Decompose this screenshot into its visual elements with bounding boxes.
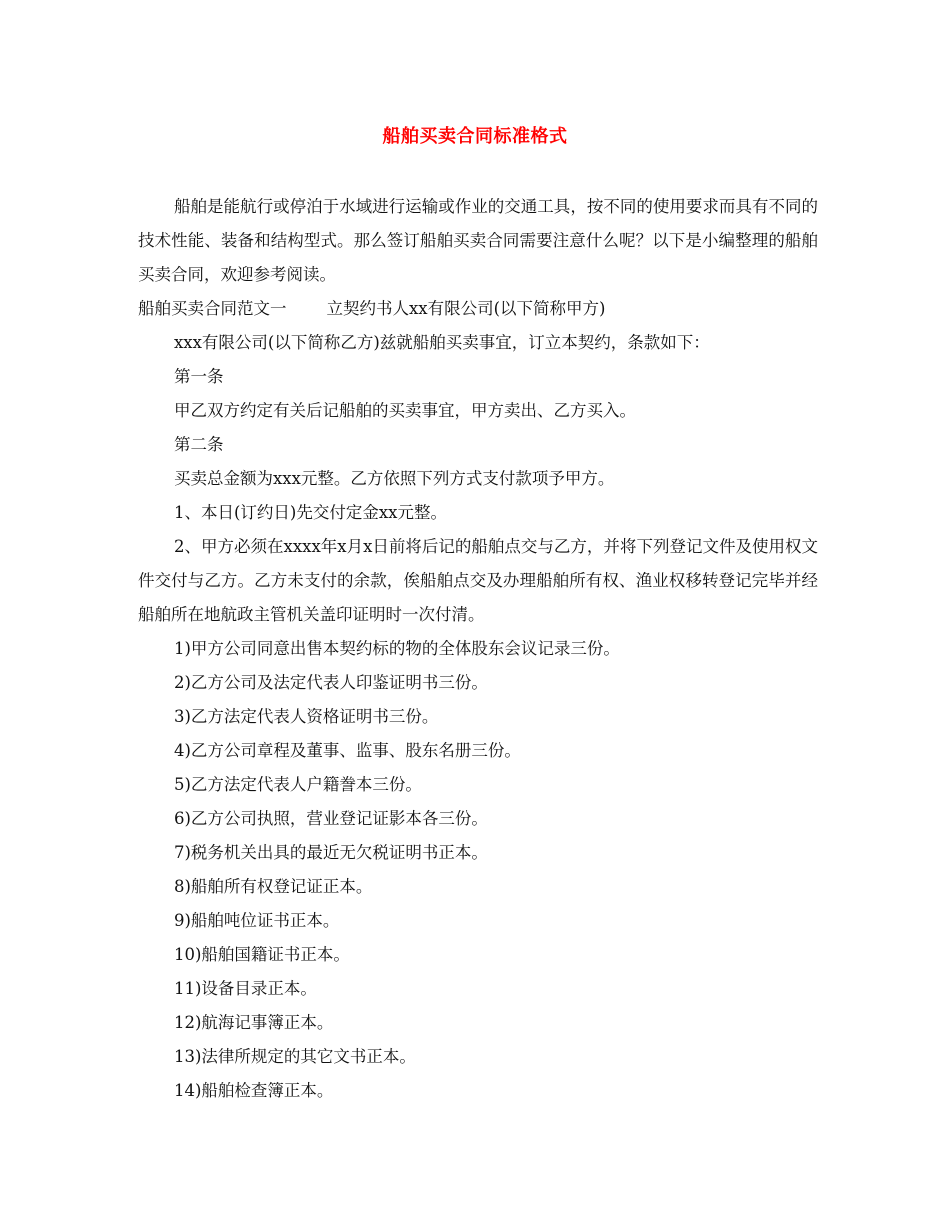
party-a-line: 立契约书人xx有限公司(以下简称甲方) [326, 299, 606, 318]
list-item: 6)乙方公司执照，营业登记证影本各三份。 [174, 809, 488, 828]
payment-item-2: 2、甲方必须在xxxx年x月x日前将后记的船舶点交与乙方，并将下列登记文件及使用权文件交付与乙方。乙方未支付的余款，俟船舶点交及办理船舶所有权、渔业权移转登记完毕并经船舶所在地航政主管机关盖印证明时一次付清。 [138, 537, 818, 624]
list-item: 14)船舶检查簿正本。 [174, 1081, 334, 1100]
payment-item-1: 1、本日(订约日)先交付定金xx元整。 [174, 503, 447, 522]
article-2-heading: 第二条 [174, 435, 224, 454]
document-title: 船舶买卖合同标准格式 [382, 126, 568, 147]
list-item: 3)乙方法定代表人资格证明书三份。 [174, 707, 439, 726]
party-b-line: xxx有限公司(以下简称乙方)兹就船舶买卖事宜，订立本契约，条款如下： [174, 333, 710, 352]
article-2-text: 买卖总金额为xxx元整。乙方依照下列方式支付款项予甲方。 [174, 469, 615, 488]
list-item: 7)税务机关出具的最近无欠税证明书正本。 [174, 843, 488, 862]
sample-line [138, 292, 818, 326]
list-item: 2)乙方公司及法定代表人印鉴证明书三份。 [174, 673, 488, 692]
document-body [138, 190, 818, 1108]
list-item: 4)乙方公司章程及董事、监事、股东名册三份。 [174, 741, 521, 760]
list-item: 10)船舶国籍证书正本。 [174, 945, 350, 964]
list-item: 11)设备目录正本。 [174, 979, 317, 998]
list-item: 9)船舶吨位证书正本。 [174, 911, 340, 930]
list-item: 8)船舶所有权登记证正本。 [174, 877, 373, 896]
list-item: 12)航海记事簿正本。 [174, 1013, 334, 1032]
list-item: 1)甲方公司同意出售本契约标的物的全体股东会议记录三份。 [174, 639, 620, 658]
list-item: 5)乙方法定代表人户籍誊本三份。 [174, 775, 422, 794]
article-1-text: 甲乙双方约定有关后记船舶的买卖事宜，甲方卖出、乙方买入。 [174, 401, 636, 420]
article-1-heading: 第一条 [174, 367, 224, 386]
intro-paragraph: 船舶是能航行或停泊于水域进行运输或作业的交通工具，按不同的使用要求而具有不同的技术性能、装备和结构型式。那么签订船舶买卖合同需要注意什么呢？以下是小编整理的船舶买卖合同，欢迎参考阅读。 [138, 197, 818, 284]
list-item: 13)法律所规定的其它文书正本。 [174, 1047, 416, 1066]
sample-heading: 船舶买卖合同范文一 [138, 299, 287, 318]
